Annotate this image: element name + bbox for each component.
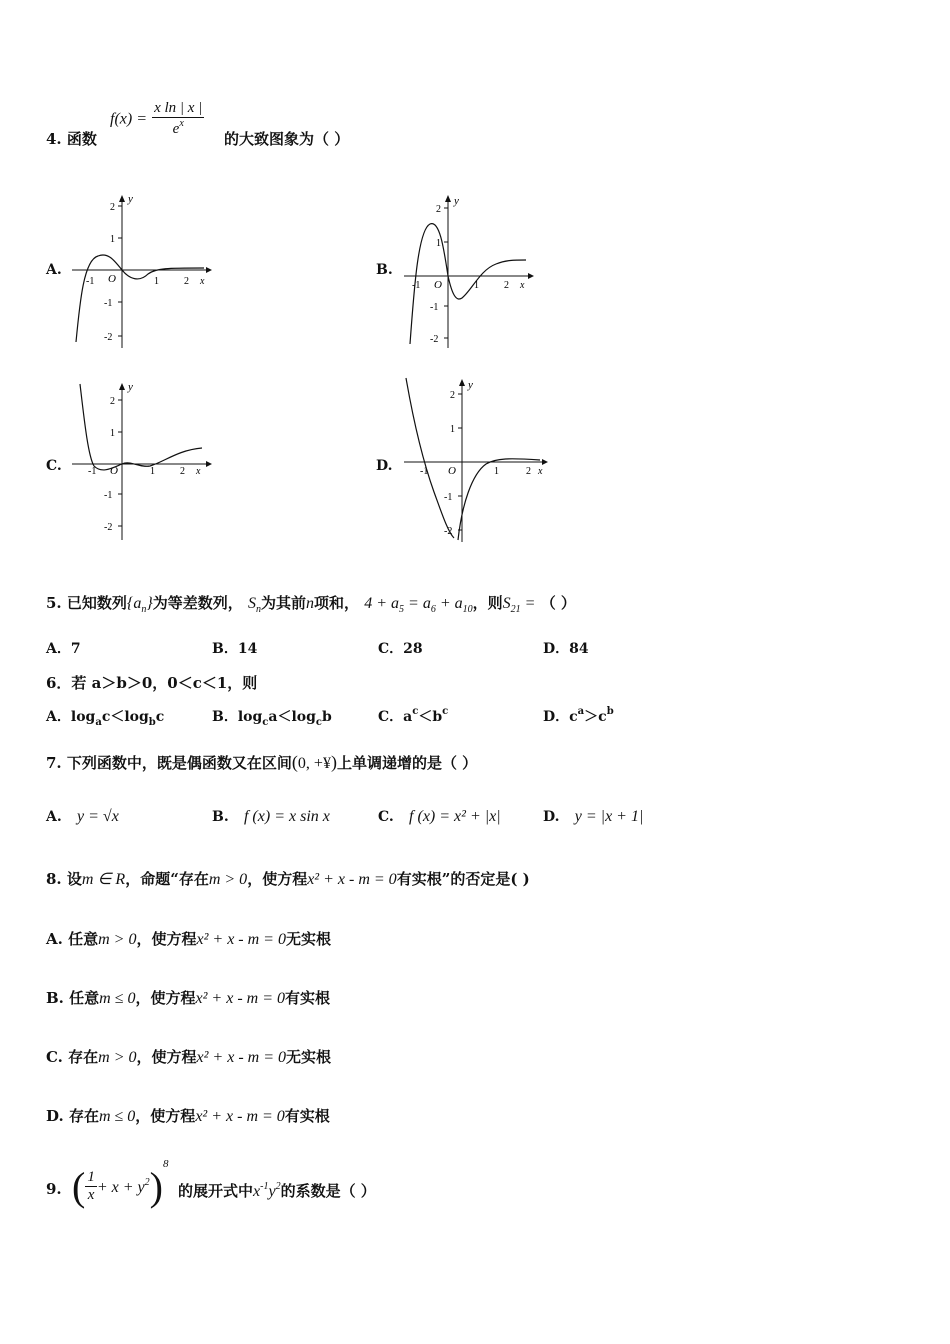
q4-option-d-label[interactable]: D. <box>376 458 393 474</box>
svg-text:y: y <box>454 195 459 207</box>
q7-number: 7. <box>46 754 62 772</box>
x-label: x <box>200 276 205 287</box>
q4-graph-b[interactable] <box>400 190 550 350</box>
y-label: y <box>128 193 133 205</box>
q5-option-a[interactable] <box>46 638 81 658</box>
svg-text:-2: -2 <box>104 522 113 533</box>
svg-text:1: 1 <box>450 424 455 435</box>
option-tail: 无实根 <box>286 1048 332 1066</box>
q6-option-b[interactable] <box>212 706 332 728</box>
svg-text:1: 1 <box>110 428 115 439</box>
option-sup: a <box>577 706 585 717</box>
option-eq: x² + x - m = 0 <box>196 931 286 948</box>
option-part: a＜log <box>268 709 316 725</box>
option-quant: 任意 <box>69 989 100 1007</box>
q7-option-c[interactable] <box>378 806 501 826</box>
option-label: B． <box>212 709 238 725</box>
curve <box>76 255 204 342</box>
q9-number: 9. <box>46 1180 62 1198</box>
option-sub: c <box>262 717 269 728</box>
option-sub: b <box>148 717 156 728</box>
q9-text-1: 的展开式中 <box>178 1182 254 1200</box>
svg-text:1: 1 <box>494 466 499 477</box>
svg-text:x: x <box>520 280 525 291</box>
option-part: c＜log <box>101 709 149 725</box>
q8-option-d[interactable] <box>46 1105 330 1126</box>
option-label: A． <box>46 709 71 725</box>
option-label: A． <box>46 641 71 657</box>
q5-seq: a <box>133 595 142 612</box>
svg-text:2: 2 <box>526 466 531 477</box>
option-part: c <box>569 709 578 725</box>
svg-text:-1: -1 <box>104 490 113 501</box>
q8-option-a[interactable] <box>46 928 331 949</box>
option-eq: x² + x - m = 0 <box>196 1049 287 1066</box>
q4-graph-a[interactable] <box>68 190 218 350</box>
q6-option-d[interactable] <box>543 706 614 726</box>
svg-text:1: 1 <box>436 238 441 249</box>
svg-text:2: 2 <box>110 396 115 407</box>
q9-text-2: 的系数是（ ） <box>280 1182 376 1200</box>
q4-func-num: x ln | x | <box>154 100 203 116</box>
svg-text:O: O <box>448 465 456 477</box>
svg-text:1: 1 <box>150 466 155 477</box>
option-part: a <box>403 709 413 725</box>
svg-text:-1: -1 <box>420 466 429 477</box>
option-quant: 存在 <box>68 1048 99 1066</box>
q4-option-a-label[interactable]: A. <box>46 262 62 278</box>
q5-option-b[interactable] <box>212 638 257 658</box>
svg-text:-1: -1 <box>430 302 439 313</box>
q5-eq-b-sub: 6 <box>430 604 436 615</box>
q9-term-y-sup: 2 <box>275 1181 281 1192</box>
q8-text-4: 有实根”的否定是( ) <box>396 870 530 888</box>
xtick-m1: -1 <box>86 276 95 287</box>
q5-eq-c-sub: 10 <box>462 604 473 615</box>
q8-stem <box>46 868 530 889</box>
svg-text:2: 2 <box>436 204 441 215</box>
q4-func-lhs: f(x) = <box>110 110 147 128</box>
option-label: B. <box>46 989 64 1007</box>
option-m: m ≤ 0 <box>98 1108 136 1125</box>
svg-text:x: x <box>538 466 543 477</box>
q8-option-c[interactable] <box>46 1046 331 1067</box>
tick-m1: -1 <box>104 298 113 309</box>
origin-label: O <box>108 273 116 285</box>
q5-seq-sub: n <box>141 604 147 615</box>
option-tail: 无实根 <box>285 930 331 948</box>
q4-stem <box>46 128 97 149</box>
option-sup: c <box>442 706 449 717</box>
q9-term-x-sup: -1 <box>260 1181 269 1192</box>
svg-text:-1: -1 <box>444 492 453 503</box>
q5-eq-a-sub: 5 <box>399 604 405 615</box>
option-label: C． <box>378 641 404 657</box>
option-label: B． <box>212 641 238 657</box>
q9-frac-num: 1 <box>87 1169 95 1185</box>
q4-function <box>110 100 204 138</box>
q4-tail: 的大致图象为（ ） <box>224 130 350 148</box>
x-arrow <box>206 267 212 273</box>
svg-text:O: O <box>434 279 442 291</box>
q7-option-d[interactable] <box>543 806 643 826</box>
option-tail: 有实根 <box>285 989 331 1007</box>
q5-s21-sub: 21 <box>510 604 521 615</box>
q8-text-1: 设 <box>66 870 82 888</box>
q8-text-2: ，命题“存在 <box>125 870 209 888</box>
q7-text-1: 下列函数中，既是偶函数又在区间 <box>66 754 292 772</box>
option-label: A. <box>46 809 62 825</box>
option-mid: ，使方程 <box>135 1107 196 1125</box>
svg-text:2: 2 <box>504 280 509 291</box>
q5-s21: S <box>502 595 511 612</box>
option-label: B. <box>212 809 229 825</box>
q5-stem: 5. 已知数列$\{a_n\}$为等差数列， $S_n$为其前n项和， $4 + a_5 = a_6 + a_{10}$，则$S_{21}$ = （ ） <box>46 594 576 615</box>
option-label: D. <box>543 809 560 825</box>
q5-text-1: 已知数列 <box>66 594 127 612</box>
q8-eq: x² + x - m = 0 <box>307 871 397 888</box>
svg-text:2: 2 <box>450 390 455 401</box>
option-label: C. <box>46 1048 63 1066</box>
q9-rest: + x + y <box>96 1178 145 1196</box>
q9-rest-sup: 2 <box>144 1176 150 1188</box>
option-text: 7 <box>70 641 81 657</box>
q9-frac-den: x <box>87 1187 95 1203</box>
tick-2: 2 <box>110 202 115 213</box>
option-part: log <box>237 709 263 725</box>
q5-text-2: 为等差数列， <box>152 594 243 612</box>
q7-option-a[interactable] <box>46 806 119 826</box>
svg-text:y: y <box>468 379 473 391</box>
svg-text:O: O <box>110 465 118 477</box>
svg-text:-2: -2 <box>430 334 439 345</box>
q8-text-3: ，使方程 <box>247 870 308 888</box>
option-text: 28 <box>403 641 423 657</box>
q5-text-5: ，则 <box>472 594 503 612</box>
option-label: D． <box>543 709 570 725</box>
option-sup: b <box>606 706 614 717</box>
option-text: 84 <box>569 641 589 657</box>
svg-text:-1: -1 <box>412 280 421 291</box>
q5-s: S <box>247 595 256 612</box>
q4-number: 4. <box>46 130 62 148</box>
q9-expression: ( $\frac{1}{x}$ + $x + y^2)^8$ <box>72 1158 169 1209</box>
q5-option-d[interactable] <box>543 638 589 658</box>
q5-number: 5. <box>46 594 62 612</box>
q5-eq-a: 4 + a <box>364 595 400 612</box>
svg-text:-1: -1 <box>88 466 97 477</box>
q6-option-c[interactable] <box>378 706 448 726</box>
q5-n: n <box>306 595 314 612</box>
option-part: log <box>70 709 96 725</box>
option-label: D. <box>46 1107 64 1125</box>
q5-s21-eq: = <box>524 595 536 612</box>
option-m: m ≤ 0 <box>99 990 136 1007</box>
q5-option-c[interactable] <box>378 638 423 658</box>
option-part: b <box>322 709 332 725</box>
option-mid: ，使方程 <box>136 1048 197 1066</box>
q8-m0: m > 0 <box>208 871 248 888</box>
option-part: c <box>155 709 165 725</box>
option-label: D． <box>543 641 570 657</box>
q8-cond: m ∈ R <box>81 871 126 888</box>
q7-option-b[interactable] <box>212 806 330 826</box>
q5-eq-b: = a <box>408 595 431 612</box>
option-sup: c <box>412 706 419 717</box>
q4-option-c-label[interactable]: C. <box>46 458 62 474</box>
option-part: ＜b <box>418 709 443 725</box>
option-quant: 任意 <box>68 930 99 948</box>
svg-text:x: x <box>196 466 201 477</box>
q5-eq-c: + a <box>439 595 463 612</box>
q7-interval: 0, +¥ <box>297 755 331 772</box>
option-expr: f (x) = x sin x <box>243 808 330 825</box>
tick-1: 1 <box>110 234 115 245</box>
q8-number: 8. <box>46 870 62 888</box>
option-part: ＞c <box>584 709 607 725</box>
option-m: m > 0 <box>98 931 137 948</box>
q4-lead: 函数 <box>66 130 97 148</box>
q8-option-b[interactable] <box>46 987 330 1008</box>
option-mid: ，使方程 <box>136 930 197 948</box>
y-arrow <box>119 195 125 202</box>
q7-stem: 7. 下列函数中，既是偶函数又在区间(0, +¥)上单调递增的是（ ） <box>46 752 478 772</box>
q6-stem: 6．若 a＞b＞0，0＜c＜1，则 <box>46 674 258 692</box>
q7-text-2: 上单调递增的是（ ） <box>336 754 478 772</box>
option-expr: f (x) = x² + |x| <box>409 808 501 825</box>
q4-option-b-label[interactable]: B. <box>376 262 393 278</box>
xtick-1: 1 <box>154 276 159 287</box>
svg-text:1: 1 <box>474 280 479 291</box>
tick-m2: -2 <box>104 332 113 343</box>
option-expr: y = |x + 1| <box>574 808 644 825</box>
option-sub: a <box>95 717 102 728</box>
q4-func-den-sup: x <box>179 118 184 129</box>
q5-s-sub: n <box>255 604 261 615</box>
q5-text-4: 项和， <box>314 594 360 612</box>
option-expr: y = √x <box>77 808 119 825</box>
svg-text:2: 2 <box>180 466 185 477</box>
svg-text:y: y <box>128 381 133 393</box>
option-eq: x² + x - m = 0 <box>195 1108 285 1125</box>
q9-term-x: x <box>253 1183 261 1200</box>
q4-func-den: e <box>172 121 180 137</box>
q9-term-y: y <box>268 1183 276 1200</box>
option-m: m > 0 <box>98 1049 137 1066</box>
option-label: C． <box>378 709 404 725</box>
option-label: C. <box>378 809 394 825</box>
option-eq: x² + x - m = 0 <box>195 990 285 1007</box>
q9-tail <box>178 1180 376 1201</box>
q9-power: 8 <box>162 1158 169 1170</box>
q4-graph-c[interactable] <box>68 378 218 543</box>
option-label: A. <box>46 930 63 948</box>
svg-text:-2: -2 <box>444 526 453 537</box>
option-mid: ，使方程 <box>135 989 196 1007</box>
q6-option-a[interactable] <box>46 706 164 728</box>
q5-text-6: （ ） <box>540 594 576 612</box>
option-text: 14 <box>237 641 258 657</box>
option-sub: c <box>315 717 323 728</box>
xtick-2: 2 <box>184 276 189 287</box>
q4-graph-d[interactable] <box>400 374 555 544</box>
option-quant: 存在 <box>68 1107 99 1125</box>
q5-text-3: 为其前 <box>260 594 306 612</box>
option-tail: 有实根 <box>284 1107 330 1125</box>
